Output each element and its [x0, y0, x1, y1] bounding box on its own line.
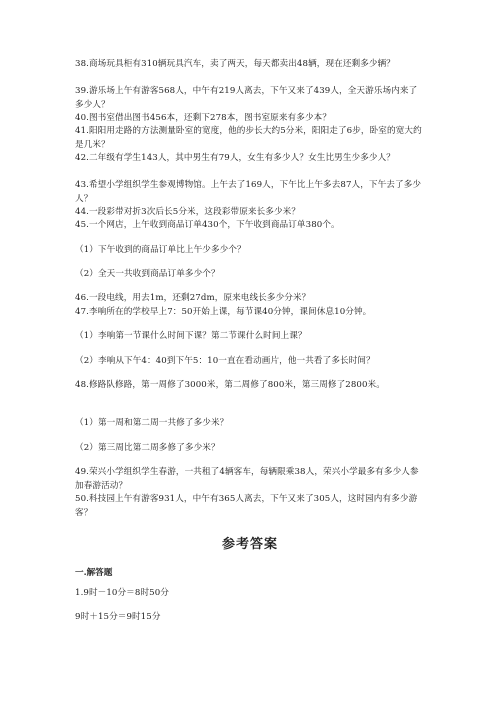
problem-41: 41.阳阳用走路的方法测量卧室的宽度，他的步长大约5分米，阳阳走了6步，卧室的宽大约是几米？	[75, 126, 422, 150]
problem-47: 47.李响所在的学校早上7：50开始上课，每节课40分钟，课间休息10分钟。	[75, 307, 372, 317]
problem-38: 38.商场玩具柜有310辆玩具汽车，卖了两天，每天都卖出48辆，现在还剩多少辆？	[75, 59, 396, 69]
problem-45-sub-1: （1）下午收到的商品订单比上午少多少个？	[75, 245, 246, 255]
problem-48: 48.修路队修路，第一周修了3000米，第二周修了800米，第三周修了2800米。	[75, 380, 385, 390]
answer-title: 参考答案	[221, 537, 278, 552]
problem-46: 46.一段电线，用去1m，还剩27dm，原来电线长多少分米？	[75, 293, 311, 303]
problem-45: 45.一个网店，上午收到商品订单430个，下午收到商品订单380个。	[75, 220, 340, 230]
problem-44: 44.一段彩带对折3次后长5分米，这段彩带原来长多少米？	[75, 207, 301, 217]
answer-1-line-2: 9时＋15分＝9时15分	[75, 612, 161, 622]
problem-45-sub-2: （2）全天一共收到商品订单多少个？	[75, 269, 220, 279]
problem-47-sub-2: （2）李响从下午4：40到下午5：10一直在看动画片，他一共看了多长时间？	[75, 356, 375, 366]
problem-49: 49.荣兴小学组织学生春游，一共租了4辆客车，每辆限乘38人，荣兴小学最多有多少人参加春游活动？	[75, 467, 419, 491]
problem-42: 42.二年级有学生143人，其中男生有79人，女生有多少人？女生比男生少多少人？	[75, 153, 396, 163]
answer-1-line-1: 1.9时－10分＝8时50分	[75, 588, 169, 598]
problem-48-sub-1: （1）第一周和第二周一共修了多少米？	[75, 418, 229, 428]
problem-48-sub-2: （2）第三周比第二周多修了多少米？	[75, 443, 220, 453]
problem-40: 40.图书室借出图书456本，还剩下278本，图书室原来有多少本？	[75, 113, 332, 123]
problem-47-sub-1: （1）李响第一节课什么时间下课？第二节课什么时间上课？	[75, 331, 307, 341]
problem-43: 43.希望小学组织学生参观博物馆。上午去了169人，下午比上午多去87人，下午去了多少人？	[75, 180, 422, 204]
problem-50: 50.科技园上午有游客931人，中午有365人离去，下午又来了305人，这时园内有多少游客？	[75, 494, 418, 518]
answer-section-heading: 一.解答题	[75, 568, 113, 578]
problem-39: 39.游乐场上午有游客568人，中午有219人离去，下午又来了439人，全天游乐场内来了多少人？	[75, 86, 418, 110]
